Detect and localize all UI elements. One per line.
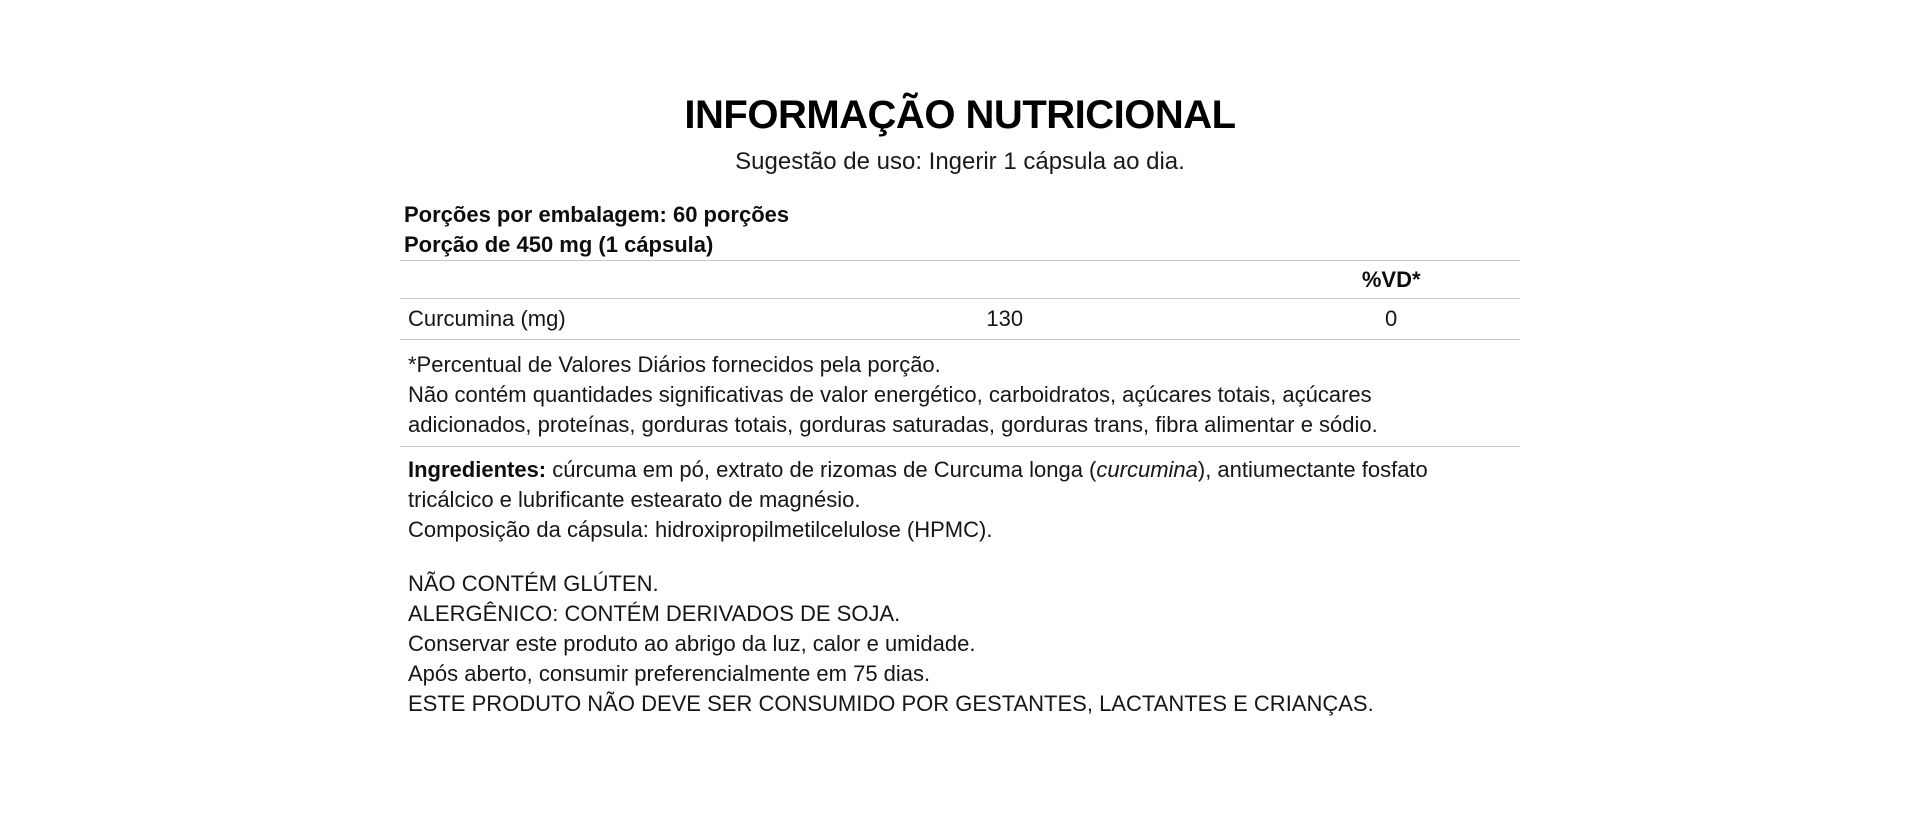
footnote-daily-values: *Percentual de Valores Diários fornecidos pela porção. xyxy=(408,352,941,377)
usage-suggestion: Sugestão de uso: Ingerir 1 cápsula ao dia. xyxy=(735,148,1185,175)
note-warning: ESTE PRODUTO NÃO DEVE SER CONSUMIDO POR GESTANTES, LACTANTES E CRIANÇAS. xyxy=(408,691,1374,716)
vd-header: %VD* xyxy=(1361,266,1421,292)
table-header-row xyxy=(400,261,1520,298)
serving-size: Porção de 450 mg (1 cápsula) xyxy=(404,232,714,257)
table-row xyxy=(400,299,1520,339)
ingredients-text-part1: cúrcuma em pó, extrato de rizomas de Curcuma longa ( xyxy=(546,457,1097,482)
ingredients-line-1 xyxy=(408,455,1516,485)
footnote-no-significant-2: adicionados, proteínas, gorduras totais, gorduras saturadas, gorduras trans, fibra alimentar e sódio. xyxy=(408,412,1378,437)
note-storage: Conservar este produto ao abrigo da luz, calor e umidade. xyxy=(408,631,976,656)
notes-block xyxy=(400,569,1520,719)
note-shelf-life: Após aberto, consumir preferencialmente em 75 dias. xyxy=(408,661,931,686)
footnote-no-significant-1: Não contém quantidades significativas de valor energético, carboidratos, açúcares totais, açúcares xyxy=(408,382,1372,407)
ingredients-label: Ingredientes: xyxy=(408,457,547,482)
ingredients-text-part2: ), antiumectante fosfato xyxy=(1197,457,1428,482)
ingredients-text-italic: curcumina xyxy=(1096,457,1198,482)
capsule-composition: Composição da cápsula: hidroxipropilmetilcelulose (HPMC). xyxy=(408,517,993,542)
note-gluten: NÃO CONTÉM GLÚTEN. xyxy=(408,571,659,596)
ingredients-block xyxy=(400,447,1520,545)
note-allergen: ALERGÊNICO: CONTÉM DERIVADOS DE SOJA. xyxy=(408,601,901,626)
serving-info xyxy=(400,200,1520,260)
page-title: INFORMAÇÃO NUTRICIONAL xyxy=(684,93,1236,137)
nutrient-vd: 0 xyxy=(1385,306,1398,331)
nutrition-label xyxy=(400,0,1520,719)
nutrient-amount: 130 xyxy=(986,306,1024,331)
footnote-block xyxy=(400,340,1520,446)
nutrient-name: Curcumina (mg) xyxy=(408,306,566,331)
nutrition-table xyxy=(400,260,1520,340)
ingredients-line-2: tricálcico e lubrificante estearato de magnésio. xyxy=(408,487,861,512)
servings-per-package: Porções por embalagem: 60 porções xyxy=(404,202,790,227)
